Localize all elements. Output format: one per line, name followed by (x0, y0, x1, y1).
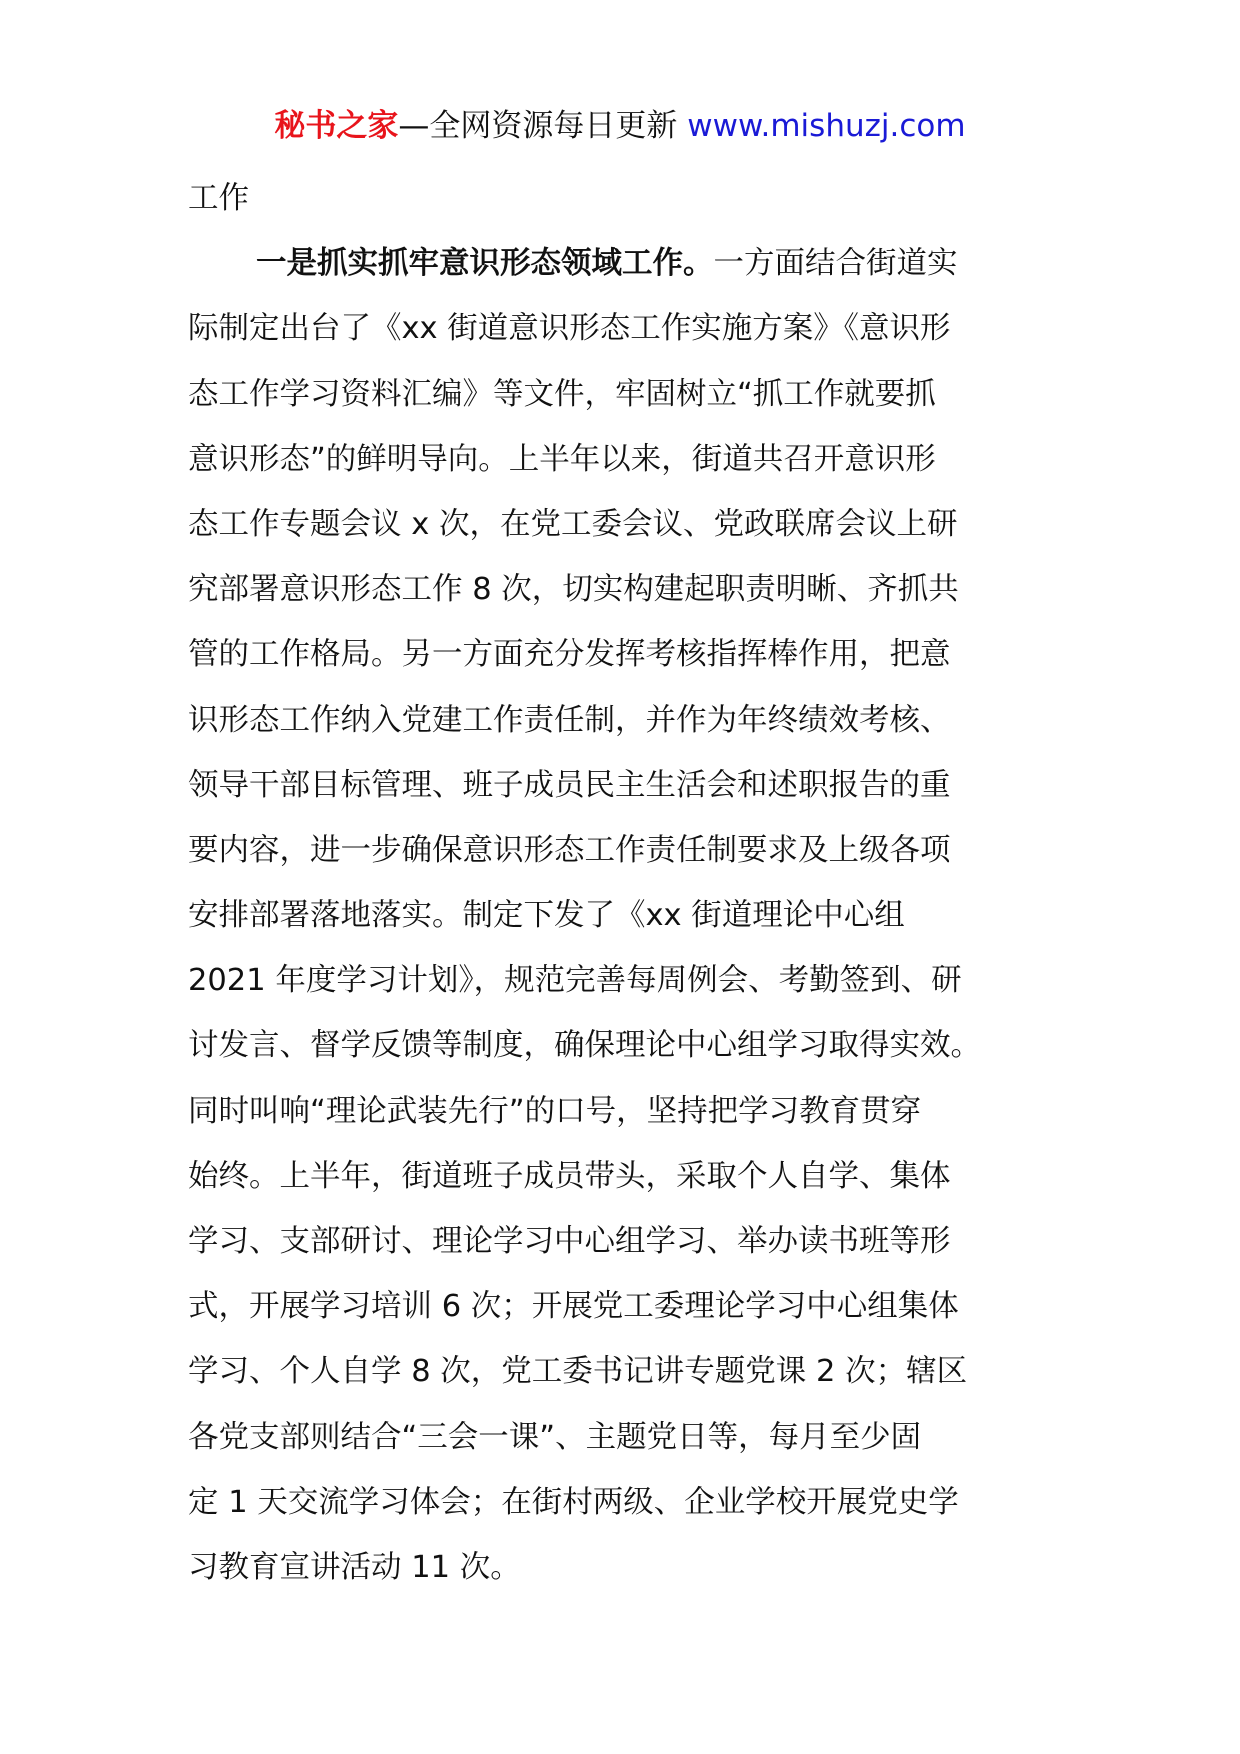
paragraph-first-line (188, 231, 1058, 296)
body-line: 定 1 天交流学习体会；在街村两级、企业学校开展党史学 (188, 1484, 959, 1520)
paragraph-first-line-text: 一方面结合街道实 (713, 246, 958, 282)
body-line: 习教育宣讲活动 11 次。 (188, 1549, 521, 1585)
body-line: 管的工作格局。另一方面充分发挥考核指挥棒作用，把意 (188, 637, 951, 673)
body-line: 式，开展学习培训 6 次；开展党工委理论学习中心组集体 (188, 1289, 959, 1325)
body-line: 学习、支部研讨、理论学习中心组学习、举办读书班等形 (188, 1224, 951, 1259)
body-line: 同时叫响“理论武装先行”的口号，坚持把学习教育贯穿 (188, 1093, 922, 1129)
body-line: 各党支部则结合“三会一课”、主题党日等，每月至少固 (188, 1419, 922, 1455)
header-brand: 秘书之家 (274, 108, 399, 144)
body-line: 要内容，进一步确保意识形态工作责任制要求及上级各项 (188, 832, 951, 868)
body-line: 际制定出台了《xx 街道意识形态工作实施方案》《意识形 (188, 311, 951, 347)
body-line: 始终。上半年，街道班子成员带头，采取个人自学、集体 (188, 1158, 951, 1194)
header-url-link[interactable]: www.mishuzj.com (687, 108, 966, 144)
body-line: 学习、个人自学 8 次，党工委书记讲专题党课 2 次；辖区 (188, 1354, 968, 1390)
body-line: 讨发言、督学反馈等制度，确保理论中心组学习取得实效。 (188, 1028, 981, 1064)
paragraph-lead-heading: 一是抓实抓牢意识形态领域工作。 (256, 246, 714, 282)
body-line: 识形态工作纳入党建工作责任制，并作为年终绩效考核、 (188, 702, 951, 738)
body-line: 工作 (188, 181, 249, 216)
header-tagline: —全网资源每日更新 (398, 108, 678, 144)
body-line: 态工作专题会议 x 次，在党工委会议、党政联席会议上研 (188, 506, 958, 542)
body-line: 态工作学习资料汇编》等文件，牢固树立“抓工作就要抓 (188, 376, 936, 412)
body-line: 究部署意识形态工作 8 次，切实构建起职责明晰、齐抓共 (188, 572, 959, 608)
body-line: 领导干部目标管理、班子成员民主生活会和述职报告的重 (188, 767, 951, 803)
body-line: 意识形态”的鲜明导向。上半年以来，街道共召开意识形 (188, 441, 936, 477)
page-header (0, 104, 1240, 148)
body-line: 2021 年度学习计划》，规范完善每周例会、考勤签到、研 (188, 963, 962, 999)
body-line: 安排部署落地落实。制定下发了《xx 街道理论中心组 (188, 898, 905, 934)
document-body (188, 166, 1058, 1600)
